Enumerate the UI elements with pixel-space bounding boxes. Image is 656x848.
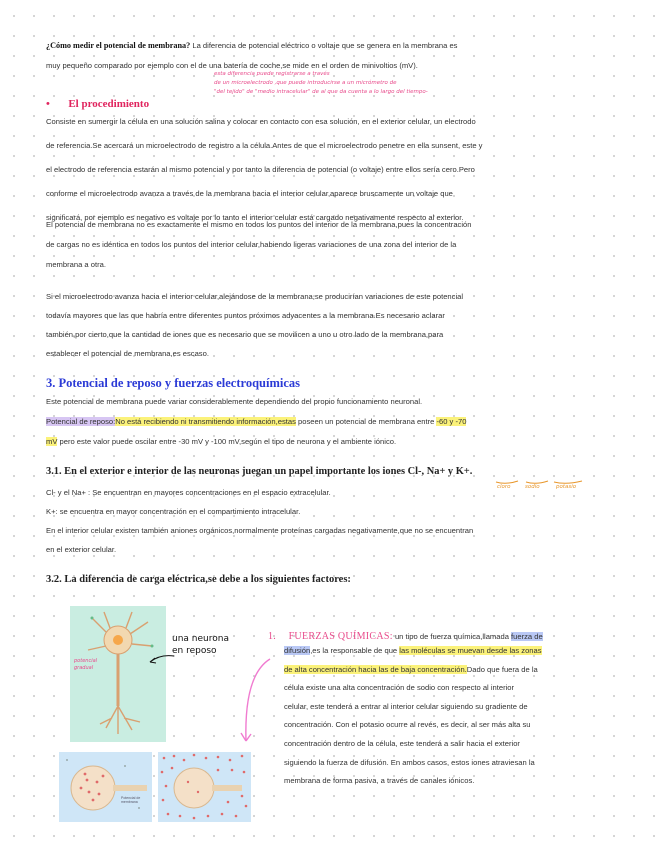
factor-1-line: siguiendo la fuerza de difusión. En ambos casos, estos iones atraviesan la <box>284 757 535 767</box>
diffusion-diagram-left <box>59 752 152 822</box>
intro-text-2: muy pequeño comparado por ejemplo con el de una batería de coche,se mide en el orden de minivoltios (mV). <box>46 61 418 70</box>
paragraph-membrane-variation <box>46 215 636 275</box>
annotation-cloro: cloro <box>497 484 511 490</box>
diffusion-highlight: difusión <box>284 646 311 655</box>
paragraph-line: establecer el potencial de membrana,es escaso. <box>46 349 209 358</box>
annotation-sodio: sodio <box>525 484 540 490</box>
handnote-line-2: de un microelectrodo ,que puede introducirse a un micrómetro de <box>214 80 397 86</box>
mv-unit-highlight: mV <box>46 437 58 446</box>
ion-distribution-left <box>59 752 152 822</box>
paragraph-line: también,por cierto,que la cantidad de iones que es necesario que se movilicen a uno u otro lado de la membrana,para <box>46 330 444 339</box>
factor-1-number: 1. <box>268 631 277 642</box>
factor-1-title: FUERZAS QUÍMICAS: <box>288 631 393 642</box>
paragraph-microelectrode <box>46 287 636 363</box>
arrow-to-neuron-icon <box>146 650 176 666</box>
procedure-line: Consiste en sumergir la célula en una solución salina y colocar en contacto con esa solución, en el exterior celular, un electrodo <box>46 117 476 126</box>
section-3-text: pero este valor puede oscilar entre -30 mV y -100 mV,según el tipo de neurona y el ambiente iónico. <box>57 437 397 446</box>
intro-text-1: La diferencia de potencial eléctrico o voltaje que se genera en la membrana es <box>190 41 458 50</box>
section-3-text: poseen un potencial de membrana entre <box>295 417 437 426</box>
factor-1-line: concentración dentro de la célula, este tenderá a salir hacia el exterior <box>284 738 520 748</box>
procedure-paragraph <box>46 110 636 230</box>
procedure-line: de referencia.Se acercará un microelectrodo de registro a la célula.Antes de que el microelectrodo penetre en ella sunsent, este y <box>46 141 483 150</box>
section-3-1-heading: 3.1. En el exterior e interior de las neuronas juegan un papel importante los iones Cl-, Na+ y K+. <box>46 466 473 477</box>
factor-1-text: Dado que fuera de la <box>466 664 538 674</box>
diagram-small-label: Potencial de membrana <box>121 796 141 804</box>
factor-1-text: un tipo de fuerza química,llamada <box>392 632 512 641</box>
procedure-heading: El procedimiento <box>68 98 150 110</box>
paragraph-line: membrana a otra. <box>46 260 106 269</box>
section-3-1-paragraph <box>46 483 636 559</box>
molecules-move-highlight: las moléculas se muevan desde las zonas <box>399 646 542 655</box>
ion-line: en el exterior celular. <box>46 545 117 554</box>
diffusion-force-highlight: fuerza de <box>511 632 543 641</box>
factor-1-line: membrana de forma pasiva, a través de canales iónicos. <box>284 776 475 786</box>
procedure-line: significará, por ejemplo es negativo es voltaje por lo tanto el interior celular está cargado negativamente respecto al exterior. <box>46 213 464 222</box>
section-3-line-1: Este potencial de membrana puede variar considerablemente dependiendo del propio funcionamiento neuronal. <box>46 397 423 406</box>
resting-potential-label: Potencial de reposo: <box>46 417 116 426</box>
section-3-heading: 3. Potencial de reposo y fuerzas electroquímicas <box>46 376 301 390</box>
figure-label-gradual: potencial gradual <box>74 658 98 671</box>
concentration-highlight: de alta concentración hacia las de baja concentración. <box>284 664 467 674</box>
section-3-2-heading: 3.2. La diferencia de carga eléctrica,se debe a los siguientes factores: <box>46 574 351 585</box>
factor-1-line: celular, este tenderá a entrar al interior celular siguiendo su gradiente de <box>284 701 528 711</box>
diffusion-diagram-right <box>158 752 251 822</box>
annotation-potasio: potasio <box>556 484 577 490</box>
factor-1-line: concentración. Con el potasio ocurre al revés, es decir, al ser más alta su <box>284 720 531 730</box>
voltage-range-highlight: -60 y -70 <box>436 417 467 426</box>
factor-1-paragraph <box>284 642 636 791</box>
handnote-line-3: "del tejido" de "medio intracelular" de al que da cuenta a lo largo del tiempo- <box>214 89 428 95</box>
section-3-paragraph <box>46 392 636 452</box>
handnote-line-1: esta diferencia puede registrarse a través <box>214 71 330 77</box>
neuron-illustration <box>70 606 166 742</box>
paragraph-line: Si el microelectrodo avanza hacia el interior celular,alejándose de la membrana,se producirían variaciones de este potencial <box>46 292 464 301</box>
intro-bold-question: ¿Cómo medir el potencial de membrana? <box>46 41 191 50</box>
factor-1-text: ,es la responsable de que <box>310 646 400 655</box>
resting-potential-highlight: No está recibiendo ni transmitiendo información,estas <box>115 417 296 426</box>
ion-line: En el interior celular existen también aniones orgánicos,normalmente proteínas cargadas negativamente,que no se encuentran <box>46 526 474 535</box>
ion-line: K+: se encuentra en mayor concentración en el compartimiento intracelular. <box>46 507 301 516</box>
hand-label-neurona-reposo: una neurona en reposo <box>172 634 229 656</box>
procedure-line: conforme el microelectrodo avanza a través de la membrana hacia el interior celular,aparece bruscamente un voltaje que <box>46 189 453 198</box>
bullet-icon: • <box>46 98 50 110</box>
paragraph-line: El potencial de membrana no es exactamente el mismo en todos los puntos del interior de la membrana,pues la concentración <box>46 220 472 229</box>
ion-line: Cl- y el Na+ : Se encuentran en mayores concentraciones en el espacio extracelular. <box>46 488 331 497</box>
ion-distribution-right <box>158 752 251 822</box>
paragraph-line: de cargas no es idéntica en todos los puntos del interior celular,habiendo ligeras variaciones de una zona del interior de la <box>46 240 457 249</box>
procedure-line: el electrodo de referencia estarán al mismo potencial y por tanto la diferencia de potencial (o voltaje) entre ellos sería cero.Pero <box>46 165 475 174</box>
curved-arrow-icon <box>238 655 272 747</box>
handwritten-note-top <box>214 70 544 97</box>
paragraph-line: todavía mayores que las que habría entre diferentes puntos próximos adyacentes a la membrana.Es necesario aclarar <box>46 311 445 320</box>
factor-1-line: célula existe una alta concentración de sodio con respecto al interior <box>284 683 515 693</box>
neuron-figure <box>70 606 166 742</box>
